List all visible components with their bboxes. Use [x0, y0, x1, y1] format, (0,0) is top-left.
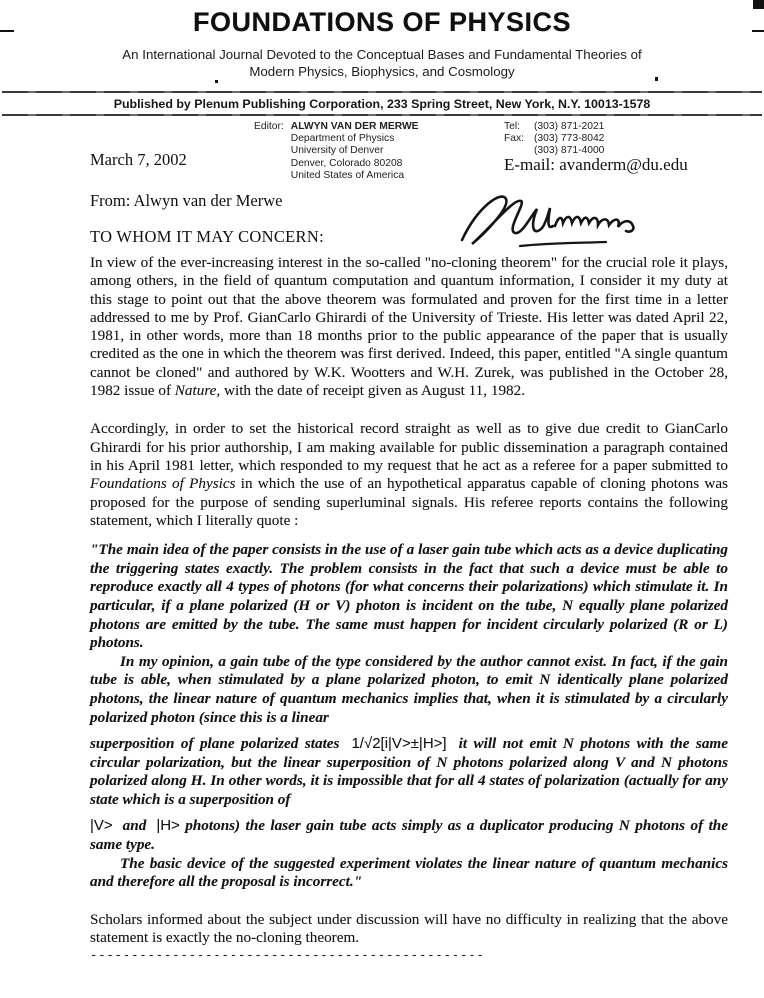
- dashed-divider: ------------------------------------------------: [90, 948, 485, 963]
- quote-4-and: and: [122, 817, 147, 835]
- editor-label: Editor:: [254, 121, 284, 132]
- journal-subtitle: [0, 46, 764, 80]
- quote-paragraph-3: [90, 735, 728, 809]
- quote-3-lead: superposition of plane polarized states: [90, 735, 340, 753]
- quote-4-rest: photons) the laser gain tube acts simply as a duplicator producing N photons of the same type.: [90, 817, 728, 854]
- editor-address: [291, 121, 419, 182]
- scan-artifact: [215, 80, 218, 83]
- foundations-journal-name: Foundations of Physics: [90, 475, 236, 493]
- masthead: [0, 0, 764, 116]
- letter-body: [90, 254, 728, 962]
- nature-journal-name: Nature,: [174, 382, 221, 400]
- paragraph-1-text: In view of the ever-increasing interest in the so-called "no-cloning theorem" for the crucial role it plays, among others, in the field of quantum computation and quantum information, I consider it my duty at this stage to point out that the above theorem was formulated and proven for the first time in a letter addressed to me by Prof. GianCarlo Ghirardi of the University of Trieste. His letter was dated April 22, 1981, in other words, more than 18 months prior to the public appearance of the paper that is usually credited as the one in which the theorem was first derived. Indeed, this paper, entitled "A single quantum cannot be cloned" and authored by W.K. Wootters and W.H. Zurek, was published in the October 28, 1982 issue of: [90, 254, 728, 400]
- paragraph-2: [90, 420, 728, 530]
- fax-label: Fax:: [504, 133, 525, 145]
- journal-subtitle-line1: An International Journal Devoted to the Conceptual Bases and Fundamental Theories of: [122, 47, 642, 62]
- editor-block: [254, 121, 419, 182]
- paragraph-2-end: in which the use of an hypothetical apparatus capable of cloning photons was proposed for the purpose of sending superluminal signals. His referee reports contains the following statement, which I literally quote :: [90, 475, 728, 529]
- closing-paragraph: Scholars informed about the subject under discussion will have no difficulty in realizing that the above statement is exactly the no-cloning theorem.: [90, 910, 728, 947]
- publisher-line: Published by Plenum Publishing Corporation, 233 Spring Street, New York, N.Y. 10013-1578: [113, 97, 651, 111]
- editor-country: United States of America: [290, 169, 405, 181]
- paragraph-1-end: with the date of receipt given as August 11, 1982.: [220, 382, 526, 400]
- journal-title: FOUNDATIONS OF PHYSICS: [192, 7, 572, 37]
- editor-university: University of Denver: [290, 145, 384, 157]
- tel-label: Tel:: [504, 121, 521, 132]
- horizontal-rule: [2, 114, 762, 116]
- letter-date: March 7, 2002: [90, 150, 187, 169]
- paragraph-2-text: Accordingly, in order to set the historical record straight as well as to give due credit to GianCarlo Ghirardi for his prior authorship, I am making available for public dissemination a paragraph contained in his April 1981 letter, which responded to my request that he act as a referee for a paper submitted to: [90, 420, 728, 474]
- ket-h: |H>: [156, 817, 180, 835]
- quote-3-rest: it will not emit N photons with the same circular polarization, but the linear superposition of N photons polarized along V and N photons polarized along H. In other words, it is impossible that for all 4 states of polarization (actually for any state which is a superposition of: [90, 735, 728, 808]
- fax-number: (303) 773-8042: [534, 133, 605, 145]
- tel-row: [504, 121, 604, 133]
- editor-dept: Department of Physics: [290, 133, 395, 145]
- quote-paragraph-2: In my opinion, a gain tube of the type considered by the author cannot exist. In fact, if the gain tube is able, when stimulated by a plane polarized photon, to emit N identically plane polarized photons, the linear nature of quantum mechanics implies that, when it is stimulated by a circularly polarized photon (since this is a linear: [90, 652, 728, 726]
- signature: [458, 190, 654, 257]
- superposition-formula: 1/√2[i|V>±|H>]: [351, 735, 447, 753]
- contact-block: [504, 121, 604, 158]
- scan-artifact: [753, 0, 764, 9]
- phone2-number: (303) 871-4000: [534, 145, 605, 157]
- scan-artifact: [0, 30, 14, 32]
- tel-number: (303) 871-2021: [534, 121, 605, 132]
- scan-artifact: [655, 77, 658, 81]
- from-line: From: Alwyn van der Merwe: [90, 191, 283, 210]
- ket-v: |V>: [90, 817, 113, 835]
- quote-paragraph-5: The basic device of the suggested experiment violates the linear nature of quantum mechanics and therefore all the proposal is incorrect.": [90, 854, 728, 891]
- paragraph-1: [90, 254, 728, 400]
- quote-paragraph-1: "The main idea of the paper consists in the use of a laser gain tube which acts as a device duplicating the triggering states exactly. The problem consists in the fact that such a device must be able to reproduce exactly all 4 types of photons (for what concerns their polarizations) which stimulate it. In particular, if a plane polarized (H or V) photon is incident on the tube, N equally plane polarized photons are emitted by the tube. The same must happen for incident circularly polarized (R or L) photons.: [90, 541, 728, 652]
- editor-name: ALWYN VAN DER MERWE: [290, 121, 419, 132]
- email-line: E-mail: avanderm@du.edu: [504, 155, 688, 174]
- signature-scrawl: [458, 190, 654, 252]
- scan-artifact: [752, 30, 764, 32]
- salutation: TO WHOM IT MAY CONCERN:: [90, 227, 324, 246]
- journal-subtitle-line2: Modern Physics, Biophysics, and Cosmology: [249, 64, 515, 79]
- quote-paragraph-4: [90, 817, 728, 854]
- publisher-band: [0, 91, 764, 116]
- fax-row: [504, 133, 604, 145]
- editor-city: Denver, Colorado 80208: [290, 157, 403, 169]
